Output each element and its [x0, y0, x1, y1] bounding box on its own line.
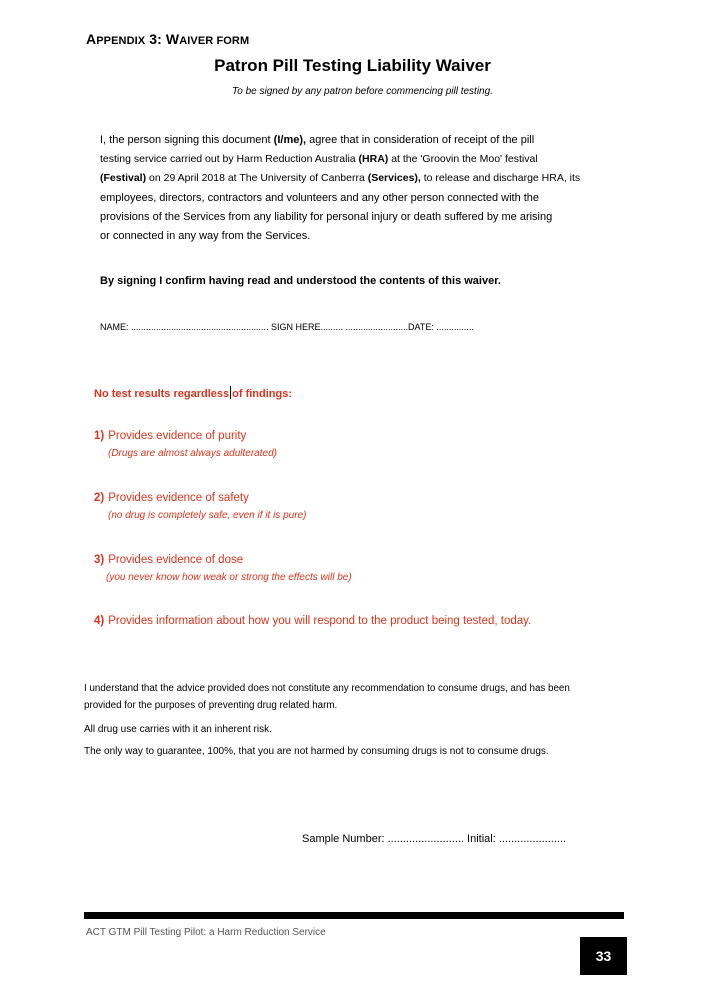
risk-statement: All drug use carries with it an inherent risk. [84, 724, 272, 735]
agreement-line: testing service carried out by Harm Reduction Australia (HRA) at the 'Groovin the Moo' festival [100, 153, 538, 166]
guarantee-statement: The only way to guarantee, 100%, that you are not harmed by consuming drugs is not to consume drugs. [84, 746, 549, 757]
agreement-line: I, the person signing this document (I/me), agree that in consideration of receipt of the pill [100, 134, 535, 146]
agreement-line: provisions of the Services from any liability for personal injury or death suffered by me arising [100, 210, 553, 223]
agreement-line: (Festival) on 29 April 2018 at The University of Canberra (Services), to release and discharge HRA, its [100, 172, 581, 185]
warning-item: 4) Provides information about how you will respond to the product being tested, today. [94, 615, 532, 627]
warning-item-note: (no drug is completely safe, even if it is pure) [108, 510, 307, 521]
signature-line[interactable]: NAME: ....................................................... SIGN HERE......... .........................DATE: ............... [100, 322, 474, 332]
footer-text: ACT GTM Pill Testing Pilot: a Harm Reduction Service [86, 927, 326, 938]
page-title: Patron Pill Testing Liability Waiver [214, 56, 491, 75]
warning-item-note: (Drugs are almost always adulterated) [108, 448, 277, 459]
footer-rule [84, 912, 624, 919]
agreement-paragraph [100, 131, 630, 246]
warning-item: 1) Provides evidence of purity [94, 430, 247, 442]
agreement-line: employees, directors, contractors and volunteers and any other person connected with the [100, 191, 540, 204]
agreement-line: or connected in any way from the Services. [100, 230, 311, 243]
warning-heading: No test results regardless of findings: [94, 388, 292, 400]
confirm-statement: By signing I confirm having read and understood the contents of this waiver. [100, 275, 501, 287]
page-number: 33 [580, 937, 627, 975]
page-subtitle: To be signed by any patron before commencing pill testing. [232, 86, 493, 97]
text-cursor [230, 386, 231, 399]
warning-item: 2) Provides evidence of safety [94, 492, 249, 504]
sample-number-line[interactable]: Sample Number: ......................... Initial: ...................... [302, 833, 567, 845]
warning-item: 3) Provides evidence of dose [94, 554, 244, 566]
warning-item-note: (you never know how weak or strong the effects will be) [106, 572, 352, 583]
appendix-heading: APPENDIX 3: WAIVER FORM [86, 31, 250, 47]
advice-statement: I understand that the advice provided does not constitute any recommendation to consume drugs, and has been provided for the purposes of preventing drug related harm. [84, 683, 570, 711]
